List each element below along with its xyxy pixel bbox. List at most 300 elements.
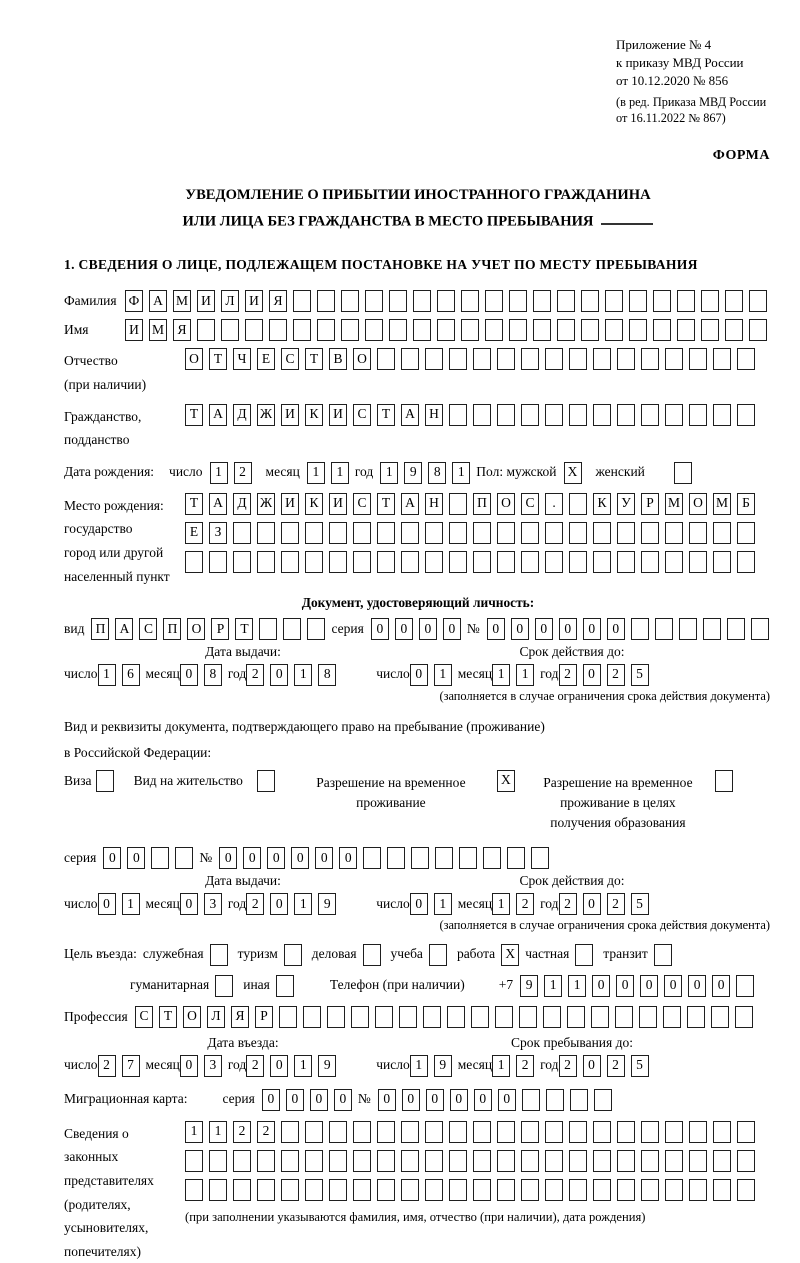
form-cell[interactable]: [377, 1179, 395, 1201]
form-cell[interactable]: [473, 1150, 491, 1172]
purpose-work-checkbox[interactable]: X: [501, 944, 519, 966]
form-cell[interactable]: [375, 1006, 393, 1028]
form-cell[interactable]: [639, 1006, 657, 1028]
form-cell[interactable]: 0: [410, 893, 428, 915]
form-cell[interactable]: [509, 290, 527, 312]
form-cell[interactable]: [305, 522, 323, 544]
form-cell[interactable]: 2: [559, 1055, 577, 1077]
form-cell[interactable]: [689, 1150, 707, 1172]
form-cell[interactable]: 2: [234, 462, 252, 484]
form-cell[interactable]: [281, 522, 299, 544]
form-cell[interactable]: 0: [270, 1055, 288, 1077]
form-cell[interactable]: 1: [434, 893, 452, 915]
form-cell[interactable]: 0: [180, 893, 198, 915]
form-cell[interactable]: [363, 847, 381, 869]
form-cell[interactable]: [425, 1121, 443, 1143]
form-cell[interactable]: 1: [122, 893, 140, 915]
form-cell[interactable]: П: [163, 618, 181, 640]
visa-checkbox[interactable]: [96, 770, 114, 792]
form-cell[interactable]: [307, 618, 325, 640]
form-cell[interactable]: 0: [270, 664, 288, 686]
form-cell[interactable]: [545, 1150, 563, 1172]
form-cell[interactable]: [713, 1150, 731, 1172]
form-cell[interactable]: [353, 1121, 371, 1143]
form-cell[interactable]: [399, 1006, 417, 1028]
form-cell[interactable]: [591, 1006, 609, 1028]
form-cell[interactable]: [389, 290, 407, 312]
form-cell[interactable]: [175, 847, 193, 869]
form-cell[interactable]: [689, 522, 707, 544]
form-cell[interactable]: 8: [204, 664, 222, 686]
form-cell[interactable]: [593, 522, 611, 544]
form-cell[interactable]: [341, 319, 359, 341]
form-cell[interactable]: [473, 522, 491, 544]
form-cell[interactable]: [305, 1179, 323, 1201]
form-cell[interactable]: [461, 290, 479, 312]
form-cell[interactable]: 2: [246, 893, 264, 915]
form-cell[interactable]: 0: [583, 664, 601, 686]
form-cell[interactable]: [713, 1121, 731, 1143]
form-cell[interactable]: [485, 319, 503, 341]
form-cell[interactable]: 0: [487, 618, 505, 640]
form-cell[interactable]: 0: [607, 618, 625, 640]
form-cell[interactable]: 8: [428, 462, 446, 484]
form-cell[interactable]: М: [149, 319, 167, 341]
form-cell[interactable]: [377, 522, 395, 544]
form-cell[interactable]: [737, 1179, 755, 1201]
form-cell[interactable]: [629, 290, 647, 312]
purpose-other-checkbox[interactable]: [276, 975, 294, 997]
form-cell[interactable]: [233, 551, 251, 573]
form-cell[interactable]: 1: [185, 1121, 203, 1143]
form-cell[interactable]: 1: [98, 664, 116, 686]
form-cell[interactable]: А: [209, 404, 227, 426]
form-cell[interactable]: П: [91, 618, 109, 640]
form-cell[interactable]: [749, 290, 767, 312]
form-cell[interactable]: 0: [270, 893, 288, 915]
form-cell[interactable]: [617, 1150, 635, 1172]
form-cell[interactable]: [737, 551, 755, 573]
form-cell[interactable]: [209, 1150, 227, 1172]
form-cell[interactable]: [281, 1179, 299, 1201]
form-cell[interactable]: [641, 522, 659, 544]
form-cell[interactable]: [751, 618, 769, 640]
form-cell[interactable]: 0: [498, 1089, 516, 1111]
form-cell[interactable]: 0: [180, 664, 198, 686]
form-cell[interactable]: М: [665, 493, 683, 515]
form-cell[interactable]: 3: [204, 893, 222, 915]
form-cell[interactable]: [593, 551, 611, 573]
form-cell[interactable]: 0: [402, 1089, 420, 1111]
form-cell[interactable]: [257, 1150, 275, 1172]
form-cell[interactable]: [545, 1121, 563, 1143]
form-cell[interactable]: [689, 404, 707, 426]
form-cell[interactable]: [593, 348, 611, 370]
form-cell[interactable]: [413, 290, 431, 312]
form-cell[interactable]: 0: [339, 847, 357, 869]
form-cell[interactable]: [713, 1179, 731, 1201]
form-cell[interactable]: Ч: [233, 348, 251, 370]
form-cell[interactable]: 0: [419, 618, 437, 640]
form-cell[interactable]: С: [521, 493, 539, 515]
form-cell[interactable]: [245, 319, 263, 341]
form-cell[interactable]: [449, 1150, 467, 1172]
form-cell[interactable]: 0: [559, 618, 577, 640]
form-cell[interactable]: 8: [318, 664, 336, 686]
form-cell[interactable]: Р: [255, 1006, 273, 1028]
form-cell[interactable]: [401, 522, 419, 544]
form-cell[interactable]: 2: [257, 1121, 275, 1143]
form-cell[interactable]: [521, 551, 539, 573]
form-cell[interactable]: [449, 522, 467, 544]
form-cell[interactable]: [533, 290, 551, 312]
form-cell[interactable]: Е: [257, 348, 275, 370]
form-cell[interactable]: [435, 847, 453, 869]
form-cell[interactable]: [425, 1150, 443, 1172]
form-cell[interactable]: [197, 319, 215, 341]
form-cell[interactable]: И: [125, 319, 143, 341]
purpose-tourism-checkbox[interactable]: [284, 944, 302, 966]
form-cell[interactable]: 2: [246, 664, 264, 686]
form-cell[interactable]: [495, 1006, 513, 1028]
form-cell[interactable]: [521, 522, 539, 544]
form-cell[interactable]: [341, 290, 359, 312]
form-cell[interactable]: [533, 319, 551, 341]
form-cell[interactable]: 0: [640, 975, 658, 997]
form-cell[interactable]: [389, 319, 407, 341]
form-cell[interactable]: 1: [568, 975, 586, 997]
form-cell[interactable]: [377, 551, 395, 573]
residence-permit-checkbox[interactable]: [257, 770, 275, 792]
form-cell[interactable]: 1: [331, 462, 349, 484]
form-cell[interactable]: [257, 522, 275, 544]
form-cell[interactable]: [521, 1179, 539, 1201]
form-cell[interactable]: [593, 1150, 611, 1172]
form-cell[interactable]: [353, 551, 371, 573]
form-cell[interactable]: [471, 1006, 489, 1028]
form-cell[interactable]: [401, 551, 419, 573]
form-cell[interactable]: [401, 1179, 419, 1201]
form-cell[interactable]: 0: [712, 975, 730, 997]
form-cell[interactable]: [593, 404, 611, 426]
form-cell[interactable]: [497, 1121, 515, 1143]
form-cell[interactable]: [703, 618, 721, 640]
form-cell[interactable]: Т: [305, 348, 323, 370]
form-cell[interactable]: [665, 522, 683, 544]
form-cell[interactable]: [329, 1150, 347, 1172]
form-cell[interactable]: [185, 1179, 203, 1201]
form-cell[interactable]: 5: [631, 1055, 649, 1077]
form-cell[interactable]: Л: [221, 290, 239, 312]
form-cell[interactable]: 1: [492, 893, 510, 915]
form-cell[interactable]: [327, 1006, 345, 1028]
form-cell[interactable]: [569, 551, 587, 573]
form-cell[interactable]: [617, 1179, 635, 1201]
form-cell[interactable]: [387, 847, 405, 869]
form-cell[interactable]: [713, 551, 731, 573]
form-cell[interactable]: [641, 404, 659, 426]
form-cell[interactable]: [665, 1179, 683, 1201]
form-cell[interactable]: [413, 319, 431, 341]
form-cell[interactable]: [353, 522, 371, 544]
form-cell[interactable]: С: [135, 1006, 153, 1028]
form-cell[interactable]: [641, 1121, 659, 1143]
form-cell[interactable]: 0: [474, 1089, 492, 1111]
form-cell[interactable]: Б: [737, 493, 755, 515]
form-cell[interactable]: 1: [294, 664, 312, 686]
form-cell[interactable]: [351, 1006, 369, 1028]
form-cell[interactable]: [531, 847, 549, 869]
form-cell[interactable]: [449, 1179, 467, 1201]
form-cell[interactable]: [473, 1179, 491, 1201]
form-cell[interactable]: [737, 1121, 755, 1143]
form-cell[interactable]: [687, 1006, 705, 1028]
form-cell[interactable]: [281, 551, 299, 573]
purpose-private-checkbox[interactable]: [575, 944, 593, 966]
form-cell[interactable]: [655, 618, 673, 640]
form-cell[interactable]: 6: [122, 664, 140, 686]
form-cell[interactable]: [519, 1006, 537, 1028]
form-cell[interactable]: 2: [559, 664, 577, 686]
form-cell[interactable]: [711, 1006, 729, 1028]
purpose-business-checkbox[interactable]: [210, 944, 228, 966]
form-cell[interactable]: Н: [425, 404, 443, 426]
form-cell[interactable]: [617, 1121, 635, 1143]
form-cell[interactable]: [689, 1179, 707, 1201]
form-cell[interactable]: Т: [377, 404, 395, 426]
form-cell[interactable]: [701, 319, 719, 341]
form-cell[interactable]: [593, 1179, 611, 1201]
form-cell[interactable]: 1: [544, 975, 562, 997]
form-cell[interactable]: М: [713, 493, 731, 515]
temp-residence-checkbox[interactable]: X: [497, 770, 515, 792]
form-cell[interactable]: И: [329, 493, 347, 515]
form-cell[interactable]: [521, 348, 539, 370]
purpose-commercial-checkbox[interactable]: [363, 944, 381, 966]
form-cell[interactable]: С: [139, 618, 157, 640]
form-cell[interactable]: Т: [185, 404, 203, 426]
form-cell[interactable]: [209, 551, 227, 573]
form-cell[interactable]: 5: [631, 893, 649, 915]
form-cell[interactable]: [473, 348, 491, 370]
form-cell[interactable]: [317, 319, 335, 341]
form-cell[interactable]: [497, 551, 515, 573]
form-cell[interactable]: [641, 1150, 659, 1172]
form-cell[interactable]: [449, 1121, 467, 1143]
form-cell[interactable]: [653, 319, 671, 341]
form-cell[interactable]: [497, 1179, 515, 1201]
form-cell[interactable]: 0: [426, 1089, 444, 1111]
form-cell[interactable]: А: [115, 618, 133, 640]
form-cell[interactable]: 5: [631, 664, 649, 686]
form-cell[interactable]: [713, 522, 731, 544]
form-cell[interactable]: [665, 1150, 683, 1172]
form-cell[interactable]: 2: [607, 1055, 625, 1077]
form-cell[interactable]: 0: [371, 618, 389, 640]
form-cell[interactable]: [665, 551, 683, 573]
form-cell[interactable]: [425, 1179, 443, 1201]
form-cell[interactable]: [557, 319, 575, 341]
form-cell[interactable]: 9: [318, 1055, 336, 1077]
form-cell[interactable]: [449, 348, 467, 370]
form-cell[interactable]: [303, 1006, 321, 1028]
form-cell[interactable]: [679, 618, 697, 640]
form-cell[interactable]: [401, 1150, 419, 1172]
form-cell[interactable]: [629, 319, 647, 341]
form-cell[interactable]: К: [305, 404, 323, 426]
form-cell[interactable]: [546, 1089, 564, 1111]
purpose-humanitarian-checkbox[interactable]: [215, 975, 233, 997]
form-cell[interactable]: 1: [492, 664, 510, 686]
form-cell[interactable]: [507, 847, 525, 869]
form-cell[interactable]: [425, 348, 443, 370]
form-cell[interactable]: [377, 1121, 395, 1143]
form-cell[interactable]: 0: [98, 893, 116, 915]
form-cell[interactable]: [281, 1121, 299, 1143]
form-cell[interactable]: [521, 404, 539, 426]
form-cell[interactable]: [425, 522, 443, 544]
form-cell[interactable]: [557, 290, 575, 312]
form-cell[interactable]: 1: [294, 1055, 312, 1077]
form-cell[interactable]: Р: [641, 493, 659, 515]
form-cell[interactable]: И: [197, 290, 215, 312]
form-cell[interactable]: 0: [310, 1089, 328, 1111]
form-cell[interactable]: О: [689, 493, 707, 515]
form-cell[interactable]: 0: [243, 847, 261, 869]
form-cell[interactable]: [617, 551, 635, 573]
form-cell[interactable]: [283, 618, 301, 640]
form-cell[interactable]: К: [305, 493, 323, 515]
form-cell[interactable]: [437, 290, 455, 312]
form-cell[interactable]: Ж: [257, 404, 275, 426]
form-cell[interactable]: [665, 404, 683, 426]
form-cell[interactable]: [425, 551, 443, 573]
form-cell[interactable]: Е: [185, 522, 203, 544]
form-cell[interactable]: 3: [204, 1055, 222, 1077]
form-cell[interactable]: А: [149, 290, 167, 312]
form-cell[interactable]: [617, 404, 635, 426]
form-cell[interactable]: 0: [583, 1055, 601, 1077]
form-cell[interactable]: 0: [583, 618, 601, 640]
form-cell[interactable]: [281, 1150, 299, 1172]
form-cell[interactable]: [483, 847, 501, 869]
form-cell[interactable]: [365, 290, 383, 312]
form-cell[interactable]: [605, 319, 623, 341]
form-cell[interactable]: [617, 348, 635, 370]
form-cell[interactable]: [569, 1150, 587, 1172]
form-cell[interactable]: 2: [607, 893, 625, 915]
form-cell[interactable]: [473, 1121, 491, 1143]
form-cell[interactable]: 2: [516, 893, 534, 915]
form-cell[interactable]: [497, 404, 515, 426]
form-cell[interactable]: В: [329, 348, 347, 370]
form-cell[interactable]: [185, 1150, 203, 1172]
form-cell[interactable]: [497, 522, 515, 544]
form-cell[interactable]: 1: [380, 462, 398, 484]
form-cell[interactable]: А: [401, 493, 419, 515]
form-cell[interactable]: [269, 319, 287, 341]
form-cell[interactable]: 7: [122, 1055, 140, 1077]
form-cell[interactable]: [569, 348, 587, 370]
form-cell[interactable]: [151, 847, 169, 869]
form-cell[interactable]: 0: [219, 847, 237, 869]
form-cell[interactable]: Я: [173, 319, 191, 341]
form-cell[interactable]: [257, 1179, 275, 1201]
form-cell[interactable]: [543, 1006, 561, 1028]
form-cell[interactable]: [569, 1121, 587, 1143]
form-cell[interactable]: 1: [410, 1055, 428, 1077]
form-cell[interactable]: П: [473, 493, 491, 515]
form-cell[interactable]: [594, 1089, 612, 1111]
form-cell[interactable]: [437, 319, 455, 341]
form-cell[interactable]: 0: [334, 1089, 352, 1111]
form-cell[interactable]: [449, 404, 467, 426]
form-cell[interactable]: 2: [246, 1055, 264, 1077]
form-cell[interactable]: 9: [404, 462, 422, 484]
form-cell[interactable]: 0: [103, 847, 121, 869]
form-cell[interactable]: [185, 551, 203, 573]
form-cell[interactable]: Ж: [257, 493, 275, 515]
form-cell[interactable]: [305, 1121, 323, 1143]
form-cell[interactable]: И: [281, 404, 299, 426]
form-cell[interactable]: [570, 1089, 588, 1111]
form-cell[interactable]: [209, 1179, 227, 1201]
form-cell[interactable]: [221, 319, 239, 341]
form-cell[interactable]: О: [187, 618, 205, 640]
form-cell[interactable]: [737, 522, 755, 544]
form-cell[interactable]: 0: [616, 975, 634, 997]
form-cell[interactable]: 0: [315, 847, 333, 869]
form-cell[interactable]: [713, 404, 731, 426]
form-cell[interactable]: 9: [434, 1055, 452, 1077]
form-cell[interactable]: 0: [286, 1089, 304, 1111]
form-cell[interactable]: [459, 847, 477, 869]
form-cell[interactable]: О: [183, 1006, 201, 1028]
form-cell[interactable]: [305, 1150, 323, 1172]
form-cell[interactable]: Т: [185, 493, 203, 515]
form-cell[interactable]: Ф: [125, 290, 143, 312]
form-cell[interactable]: [279, 1006, 297, 1028]
form-cell[interactable]: [641, 348, 659, 370]
form-cell[interactable]: [257, 551, 275, 573]
form-cell[interactable]: 1: [516, 664, 534, 686]
form-cell[interactable]: 0: [267, 847, 285, 869]
form-cell[interactable]: О: [353, 348, 371, 370]
form-cell[interactable]: [521, 1150, 539, 1172]
form-cell[interactable]: 1: [434, 664, 452, 686]
form-cell[interactable]: А: [401, 404, 419, 426]
form-cell[interactable]: [689, 551, 707, 573]
form-cell[interactable]: 0: [378, 1089, 396, 1111]
form-cell[interactable]: С: [353, 404, 371, 426]
form-cell[interactable]: .: [545, 493, 563, 515]
form-cell[interactable]: 1: [209, 1121, 227, 1143]
form-cell[interactable]: [677, 319, 695, 341]
form-cell[interactable]: [329, 522, 347, 544]
form-cell[interactable]: [713, 348, 731, 370]
form-cell[interactable]: 2: [516, 1055, 534, 1077]
form-cell[interactable]: [365, 319, 383, 341]
form-cell[interactable]: Я: [231, 1006, 249, 1028]
form-cell[interactable]: [473, 551, 491, 573]
form-cell[interactable]: 0: [180, 1055, 198, 1077]
form-cell[interactable]: [605, 290, 623, 312]
form-cell[interactable]: Л: [207, 1006, 225, 1028]
form-cell[interactable]: [401, 348, 419, 370]
form-cell[interactable]: [736, 975, 754, 997]
form-cell[interactable]: [353, 1179, 371, 1201]
form-cell[interactable]: К: [593, 493, 611, 515]
